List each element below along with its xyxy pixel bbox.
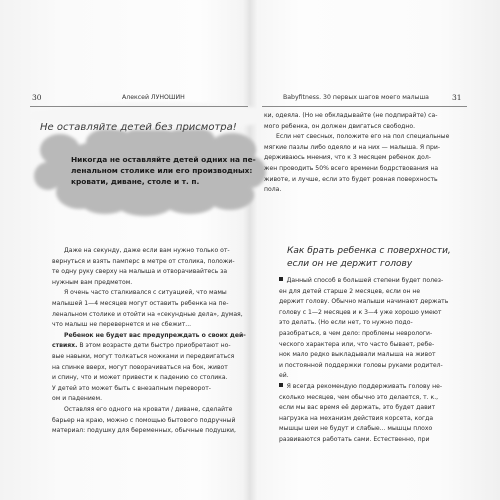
text-line	[52, 341, 246, 352]
bullet-square-icon	[279, 383, 283, 387]
text-line: и постоянной поддержки головы руками родител-	[279, 361, 443, 369]
box-warning-text	[71, 154, 256, 187]
text-fragment-bold: ствиях.	[52, 342, 78, 350]
text-line: животе, и лучше, если это будет ровная поверхность	[264, 175, 438, 183]
text-line: держиваюсь мнения, что к 3 месяцем ребенок дол-	[264, 154, 431, 162]
text-line: ки, одеяла. (Но не обкладывайте (не подпирайте) са-	[264, 112, 438, 119]
text-fragment: В этом возрасте дети быстро приобретают но-	[77, 342, 231, 350]
bullet-square-icon	[279, 277, 283, 281]
text-line: барьер на краю, можно с помощью бытового подручный	[52, 416, 236, 424]
left-page-number: 30	[32, 93, 42, 102]
text-line: ленальном столике и отойти на «секундные дела», думая,	[52, 310, 243, 318]
box-line: Никогда не оставляйте детей одних на пе-	[71, 155, 256, 164]
subheading-line: Как брать ребенка с поверхности,	[287, 246, 451, 256]
right-header-rule	[262, 106, 467, 107]
section-subheading	[287, 245, 462, 271]
text-line: ом и падением.	[52, 395, 103, 403]
text-line: ей.	[279, 372, 289, 380]
right-running-header: Babyfitness. 30 первых шагов моего малыша	[283, 94, 429, 101]
text-line: вернуться и взять памперс в метре от столика, положи-	[52, 257, 235, 265]
text-line: ен для детей старше 2 месяцев, если он не	[279, 287, 421, 295]
text-line: Даже на секунду, даже если вам нужно только от-	[64, 247, 230, 254]
right-top-text	[264, 111, 449, 196]
text-line: и спину, что и может привести к падению со столика.	[52, 374, 228, 382]
text-line: нагрузка на механизм действия корсета, когда	[279, 414, 434, 422]
text-line: на спинке вверх, могут поворачиваться на бок, живот	[52, 363, 228, 371]
text-line: это делать. (Но если нет, то нужно подо-	[279, 319, 413, 327]
text-line: если мы вас время её держать, это будет давит	[279, 404, 436, 412]
text-line-bold: Ребенок не будет вас предупреждать о своих дей-	[64, 331, 246, 339]
text-line	[279, 276, 448, 287]
text-line: У детей это может быть с внезапным переворот-	[52, 384, 211, 392]
text-line: мягкие пазлы либо одеяло и на них — малыша. Я при-	[264, 143, 441, 151]
text-line: малышей 1—4 месяцев могут оставить ребенка на пе-	[52, 299, 229, 307]
left-header-rule	[30, 106, 248, 107]
text-line: голову с 1—2 месяцев и к 3—4 уже хорошо умеют	[279, 308, 442, 316]
text-line: мого ребенка, он должен двигаться свободно.	[264, 122, 416, 130]
text-line: Я очень часто сталкивался с ситуацией, что мамы	[64, 289, 227, 297]
text-line: разобраться, в чем дело: проблемы неврологи-	[279, 329, 433, 337]
text-line	[279, 382, 448, 393]
text-line: держит голову. Обычно малыши начинают держать	[279, 298, 449, 306]
text-line: сколько месяцев, чем обычно это делается, т. к.,	[279, 393, 439, 401]
text-line: нок мало редко выкладывали малыша на живот	[279, 351, 436, 359]
text-line: что малыш не перевернется и не сбежит...	[52, 321, 192, 329]
box-title: Не оставляйте детей без присмотра!	[40, 122, 237, 133]
box-line: ленальном столике или его производных:	[71, 166, 253, 175]
right-page-number: 31	[452, 93, 462, 102]
text-line: развиваются работать сами. Естественно, при	[279, 435, 430, 443]
text-line: Оставляя его одного на кровати / диване, сделайте	[64, 405, 233, 413]
right-body-text	[279, 276, 448, 446]
left-body-text	[52, 246, 246, 437]
text-line: материал: подушку для беременных, обычные подушки,	[52, 427, 236, 435]
text-line: ческого характера или, что часто бывает, ребе-	[279, 340, 435, 348]
subheading-line: если он не держит голову	[287, 259, 413, 269]
text-line: вые навыки, могут толкаться ножками и передвигаться	[52, 352, 235, 360]
text-line: нужным вам предметом.	[52, 278, 133, 286]
text-fragment: Я всегда рекомендую поддерживать голову не-	[286, 382, 443, 390]
text-line: Если нет свесных, положите его на пол специальные	[276, 133, 450, 141]
text-fragment: Данный способ в большей степени будет полез-	[286, 277, 444, 284]
text-line: мышцы шеи не будут и слабые... мышцы плохо	[279, 425, 433, 433]
left-running-header: Алексей ЛУНОШИН	[122, 94, 185, 101]
text-line: те одну руку сверху на малыша и отворачивайтесь за	[52, 268, 228, 276]
text-line: жен проводить 50% всего времени бодрствования на	[264, 164, 439, 172]
text-line: пола.	[264, 186, 282, 194]
box-line: кровати, диване, столе и т. п.	[71, 177, 200, 186]
